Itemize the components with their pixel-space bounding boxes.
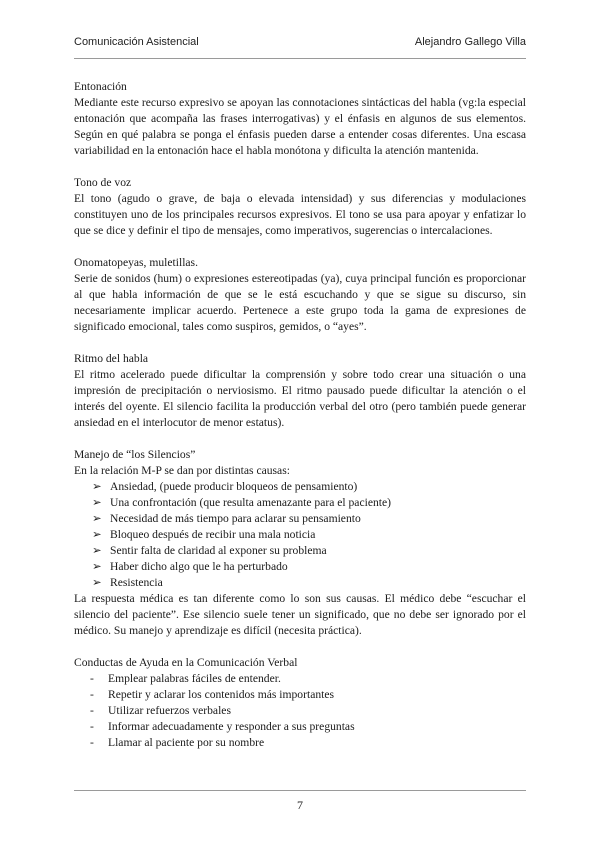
- section-paragraph: El ritmo acelerado puede dificultar la comprensión y sobre todo crear una situación o una impresión de precipitación o nerviosismo. El ritmo pausado puede dificultar la atención o el interés del oyente. El silencio facilita la producción verbal del otro (pero también puede generar ansiedad en el interlocutor de menor estatus).: [74, 368, 526, 429]
- list-item: - Informar adecuadamente y responder a sus preguntas: [90, 720, 355, 733]
- section-conductas-ayuda: [74, 655, 526, 751]
- dash-bullet: -: [90, 720, 94, 733]
- section-onomatopeyas: [74, 255, 526, 335]
- arrow-bullet-icon: ➢: [92, 512, 102, 525]
- section-paragraph: El tono (agudo o grave, de baja o elevada intensidad) y sus diferencias y modulaciones constituyen uno de los principales recursos expresivos. El tono se usa para apoyar y enfatizar lo que se dice y definir el tipo de mensajes, como imperativos, sugerencias o intercalaciones.: [74, 192, 526, 237]
- page-number: 7: [297, 798, 303, 812]
- list-item: ➢ Bloqueo después de recibir una mala noticia: [92, 528, 316, 541]
- list-item: ➢ Necesidad de más tiempo para aclarar su pensamiento: [92, 512, 361, 525]
- arrow-bullet-icon: ➢: [92, 544, 102, 557]
- causes-list: [74, 479, 526, 591]
- arrow-bullet-icon: ➢: [92, 496, 102, 509]
- arrow-bullet-icon: ➢: [92, 576, 102, 589]
- section-ritmo-del-habla: [74, 351, 526, 431]
- list-item: ➢ Resistencia: [92, 576, 163, 589]
- section-heading: Onomatopeyas, muletillas.: [74, 256, 198, 269]
- dash-bullet: -: [90, 704, 94, 717]
- arrow-bullet-icon: ➢: [92, 480, 102, 493]
- page-header: [74, 36, 526, 48]
- dash-bullet: -: [90, 688, 94, 701]
- list-item: - Llamar al paciente por su nombre: [90, 736, 265, 749]
- section-entonacion: [74, 79, 526, 159]
- help-behaviours-list: [74, 671, 526, 751]
- section-paragraph: Mediante este recurso expresivo se apoyan las connotaciones sintácticas del habla (vg:la especial entonación que acompaña las frases interrogativas) y el énfasis en algunos de sus elementos. Según en qué palabra se ponga el énfasis pueden darse a entender cosas diferentes. Una escasa variabilidad en la entonación hace el habla monótona y dificulta la atención mantenida.: [74, 96, 526, 157]
- header-title: Comunicación Asistencial: [74, 36, 199, 48]
- arrow-bullet-icon: ➢: [92, 560, 102, 573]
- list-item: - Emplear palabras fáciles de entender.: [90, 672, 281, 685]
- list-intro: En la relación M-P se dan por distintas causas:: [74, 464, 290, 477]
- arrow-bullet-icon: ➢: [92, 528, 102, 541]
- dash-bullet: -: [90, 736, 94, 749]
- list-item: ➢ Una confrontación (que resulta amenazante para el paciente): [92, 496, 391, 509]
- section-paragraph: Serie de sonidos (hum) o expresiones estereotipadas (ya), cuya principal función es proporcionar al que habla información de que se le está escuchando y que se sigue su discurso, sin necesariamente implicar acuerdo. Pertenece a este grupo toda la gama de expresiones de significado emocional, tales como suspiros, gemidos, o “ayes”.: [74, 272, 526, 333]
- section-paragraph: La respuesta médica es tan diferente como lo son sus causas. El médico debe “escuchar el silencio del paciente”. Ese silencio suele tener un significado, que no debe ser ignorado por el médico. Su manejo y aprendizaje es difícil (necesita práctica).: [74, 592, 526, 637]
- header-author: Alejandro Gallego Villa: [414, 36, 526, 48]
- section-heading: Ritmo del habla: [74, 352, 149, 365]
- list-item: - Utilizar refuerzos verbales: [90, 704, 231, 717]
- list-item: ➢ Ansiedad, (puede producir bloqueos de pensamiento): [92, 480, 358, 493]
- footer-divider: [74, 790, 526, 791]
- section-heading: Conductas de Ayuda en la Comunicación Verbal: [74, 656, 298, 669]
- section-heading: Manejo de “los Silencios”: [74, 448, 196, 461]
- dash-bullet: -: [90, 672, 94, 685]
- section-heading: Tono de voz: [74, 176, 132, 189]
- list-item: - Repetir y aclarar los contenidos más importantes: [90, 688, 335, 701]
- section-manejo-silencios: [74, 447, 526, 639]
- section-tono-de-voz: [74, 175, 526, 239]
- list-item: ➢ Sentir falta de claridad al exponer su problema: [92, 544, 327, 557]
- page-content: [74, 79, 526, 767]
- header-divider: [74, 58, 526, 59]
- section-heading: Entonación: [74, 80, 127, 93]
- list-item: ➢ Haber dicho algo que le ha perturbado: [92, 560, 288, 573]
